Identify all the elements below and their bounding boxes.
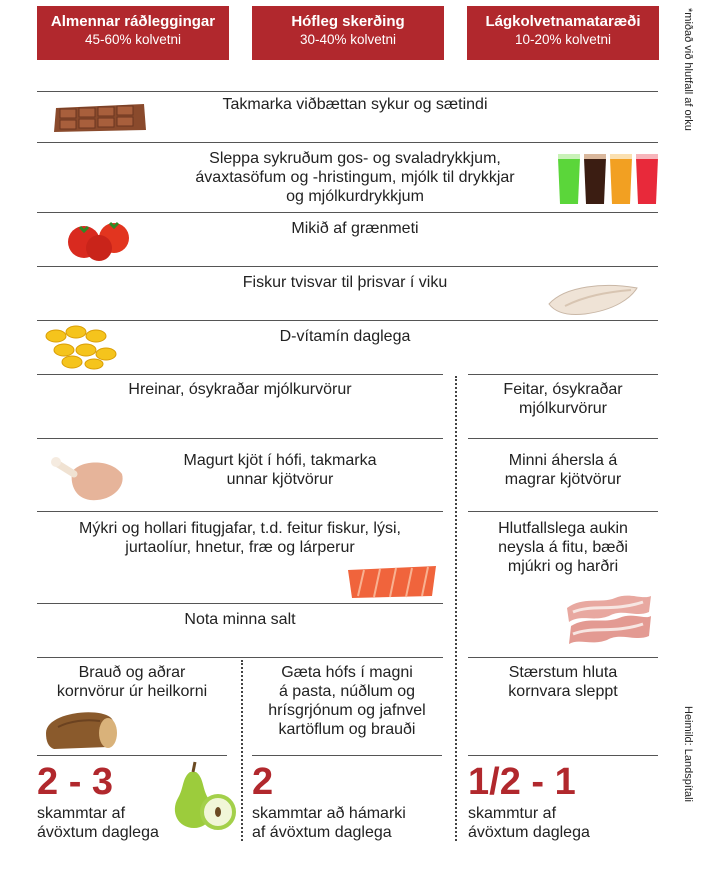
text-line: kornvörur úr heilkorni xyxy=(56,683,208,700)
header-title: Hófleg skerðing xyxy=(291,13,405,30)
header-subtitle: 10-20% kolvetni xyxy=(514,32,612,47)
divider xyxy=(468,657,658,658)
divider xyxy=(37,438,443,439)
row-skip-sugary-drinks xyxy=(160,149,550,206)
header-subtitle: 30-40% kolvetni xyxy=(299,32,397,47)
text-line: Mýkri og hollari fitugjafar, t.d. feitur fiskur, lýsi, xyxy=(79,520,401,537)
text-line: skammtur af xyxy=(468,805,557,822)
text-line: ávöxtum daglega xyxy=(468,824,590,841)
header-general-recommendations xyxy=(37,6,229,60)
fruit-text-col1 xyxy=(37,804,159,842)
row-vegetables: Mikið af grænmeti xyxy=(291,220,419,237)
column-divider xyxy=(455,376,457,841)
text-line: magrar kjötvörur xyxy=(504,471,622,488)
fruit-amount-col2: 2 xyxy=(252,761,274,803)
chicken-leg-icon xyxy=(50,452,126,504)
fruit-amount-col1: 2 - 3 xyxy=(37,761,114,803)
header-title: Almennar ráðleggingar xyxy=(50,13,216,30)
row-fat-right xyxy=(468,519,658,576)
text-line: mjólkurvörur xyxy=(518,400,607,417)
text-line: skammtar af xyxy=(37,805,126,822)
divider xyxy=(37,755,227,756)
text-line: kartöflum og brauði xyxy=(278,721,416,738)
row-limit-sugar: Takmarka viðbættan sykur og sætindi xyxy=(222,96,488,113)
text-line: og mjólkurdrykkjum xyxy=(286,188,424,205)
row-meat-left xyxy=(120,451,440,489)
text-line: Sleppa sykruðum gos- og svaladrykkjum, xyxy=(209,150,501,167)
divider xyxy=(37,603,443,604)
text-line: ávaxtasöfum og -hristingum, mjólk til drykkjar xyxy=(195,169,515,186)
text-line: skammtar að hámarki xyxy=(252,805,406,822)
fruit-text-col3 xyxy=(468,804,590,842)
row-bread-col3 xyxy=(468,663,658,701)
divider xyxy=(37,142,658,143)
text-line: ávöxtum daglega xyxy=(37,824,159,841)
divider xyxy=(252,755,442,756)
divider xyxy=(468,755,658,756)
header-moderate-reduction xyxy=(252,6,444,60)
footnote-energy-share: *miðað við hlutfall af orku xyxy=(682,8,694,131)
bacon-icon xyxy=(563,590,655,650)
vitamin-d-capsules-icon xyxy=(44,324,120,370)
divider xyxy=(468,438,658,439)
text-line: unnar kjötvörur xyxy=(226,471,334,488)
divider xyxy=(37,91,658,92)
header-title: Lágkolvetnamataræði xyxy=(485,13,641,30)
row-fish: Fiskur tvisvar til þrisvar í viku xyxy=(242,274,448,291)
text-line: hrísgrjónum og jafnvel xyxy=(268,702,426,719)
divider xyxy=(37,374,443,375)
text-line: Gæta hófs í magni xyxy=(281,664,413,681)
text-line: mjúkri og harðri xyxy=(507,558,619,575)
tomatoes-icon xyxy=(66,218,136,262)
chocolate-bar-icon xyxy=(52,102,148,134)
source-credit: Heimild: Landspítali xyxy=(682,706,694,802)
header-subtitle: 45-60% kolvetni xyxy=(84,32,182,47)
divider xyxy=(468,374,658,375)
divider xyxy=(37,657,443,658)
row-dairy-right xyxy=(468,380,658,418)
fruit-amount-col3: 1/2 - 1 xyxy=(468,761,576,803)
salmon-fillet-icon xyxy=(344,562,440,600)
divider xyxy=(37,511,443,512)
fish-fillet-icon xyxy=(545,276,641,318)
text-line: á pasta, núðlum og xyxy=(278,683,416,700)
text-line: kornvara sleppt xyxy=(508,683,618,700)
row-less-salt: Nota minna salt xyxy=(184,611,296,628)
divider xyxy=(37,266,658,267)
bread-loaf-icon xyxy=(40,703,120,753)
row-vitamin-d: D-vítamín daglega xyxy=(279,328,411,345)
text-line: jurtaolíur, hnetur, fræ og lárperur xyxy=(125,539,355,556)
divider xyxy=(37,212,658,213)
column-divider xyxy=(241,660,243,841)
pears-icon xyxy=(168,758,238,832)
header-low-carb xyxy=(467,6,659,60)
text-line: Brauð og aðrar xyxy=(78,664,186,681)
text-line: Magurt kjöt í hófi, takmarka xyxy=(183,452,377,469)
row-bread-col2 xyxy=(252,663,442,739)
text-line: neysla á fitu, bæði xyxy=(498,539,628,556)
row-bread-col1 xyxy=(37,663,227,701)
row-dairy-left: Hreinar, ósykraðar mjólkurvörur xyxy=(128,381,352,398)
fruit-text-col2 xyxy=(252,804,406,842)
text-line: af ávöxtum daglega xyxy=(252,824,392,841)
text-line: Stærstum hluta xyxy=(508,664,618,681)
text-line: Hlutfallslega aukin xyxy=(498,520,628,537)
soft-drinks-icon xyxy=(555,150,665,206)
divider xyxy=(37,320,658,321)
row-fat-left xyxy=(37,519,443,557)
divider xyxy=(468,511,658,512)
text-line: Feitar, ósykraðar xyxy=(503,381,623,398)
text-line: Minni áhersla á xyxy=(508,452,618,469)
row-meat-right xyxy=(468,451,658,489)
